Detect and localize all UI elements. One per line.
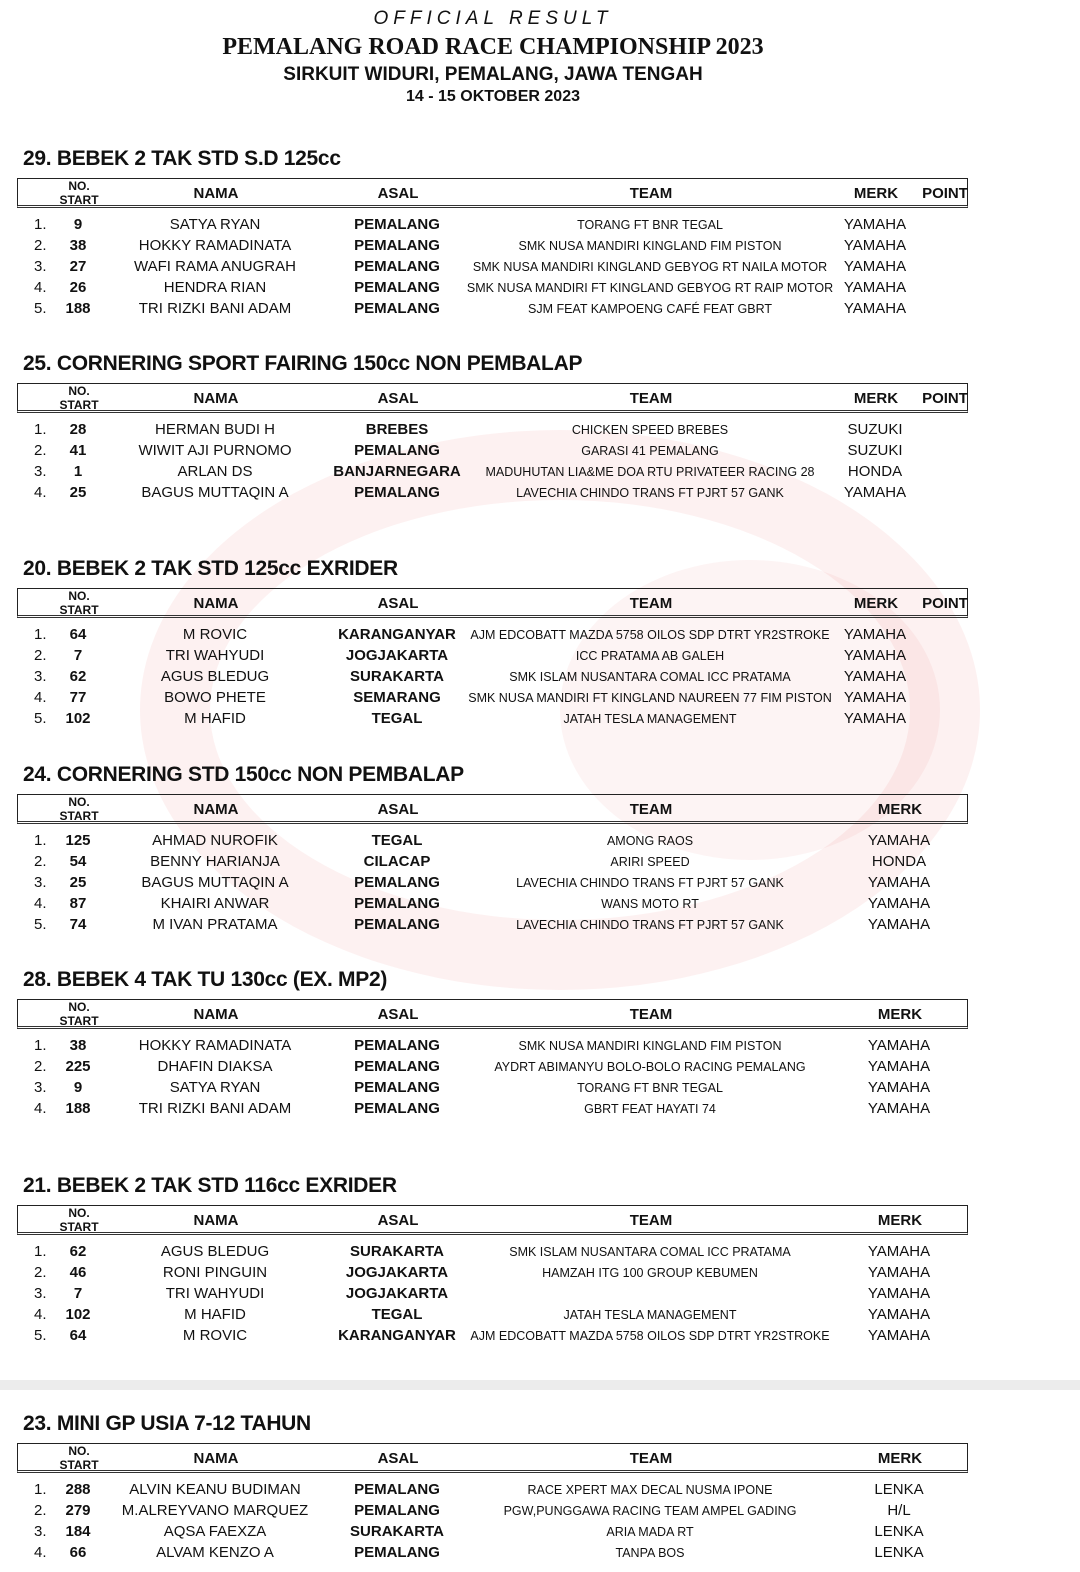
table-row: [0, 421, 1080, 442]
table-row: [0, 237, 1080, 258]
motorcycle-brand: YAMAHA: [843, 258, 907, 275]
table-row: [0, 647, 1080, 668]
start-number: 102: [65, 710, 91, 727]
race-title: 24. CORNERING STD 150cc NON PEMBALAP: [23, 763, 464, 786]
rider-team: SMK NUSA MANDIRI FT KINGLAND GEBYOG RT RAIP MOTOR: [466, 281, 834, 295]
rider-name: WAFI RAMA ANUGRAH: [134, 258, 296, 275]
table-row: [0, 1264, 1080, 1285]
rider-team: WANS MOTO RT: [601, 897, 699, 911]
motorcycle-brand: LENKA: [874, 1481, 924, 1498]
col-team: TEAM: [629, 1006, 673, 1023]
rider-team: AYDRT ABIMANYU BOLO-BOLO RACING PEMALANG: [494, 1060, 806, 1074]
rider-origin: PEMALANG: [354, 1100, 440, 1117]
col-asal: ASAL: [377, 390, 419, 407]
col-nama: NAMA: [193, 1006, 239, 1023]
col-point: POINT: [922, 390, 968, 407]
rider-team: LAVECHIA CHINDO TRANS FT PJRT 57 GANK: [516, 918, 784, 932]
rider-team: SMK ISLAM NUSANTARA COMAL ICC PRATAMA: [509, 670, 791, 684]
col-nama: NAMA: [193, 595, 239, 612]
start-number: 25: [69, 484, 87, 501]
motorcycle-brand: HONDA: [871, 853, 927, 870]
position: 2.: [34, 1264, 47, 1281]
motorcycle-brand: YAMAHA: [843, 237, 907, 254]
start-number: 64: [69, 626, 87, 643]
position: 3.: [34, 874, 47, 891]
position: 2.: [34, 237, 47, 254]
motorcycle-brand: YAMAHA: [867, 1037, 931, 1054]
position: 2.: [34, 647, 47, 664]
rider-name: M ROVIC: [182, 1327, 248, 1344]
table-row: [0, 1306, 1080, 1327]
table-header: [17, 1205, 968, 1235]
rider-origin: PEMALANG: [354, 1079, 440, 1096]
rider-name: TRI WAHYUDI: [165, 1285, 265, 1302]
rider-team: AJM EDCOBATT MAZDA 5758 OILOS SDP DTRT YR2STROKE: [470, 1329, 830, 1343]
col-team: TEAM: [629, 595, 673, 612]
rider-name: M ROVIC: [182, 626, 248, 643]
rider-name: M HAFID: [184, 1306, 246, 1323]
col-asal: ASAL: [377, 185, 419, 202]
rider-team: MADUHUTAN LIA&ME DOA RTU PRIVATEER RACING 28: [485, 465, 815, 479]
table-row: [0, 1481, 1080, 1502]
race-title: 29. BEBEK 2 TAK STD S.D 125cc: [23, 147, 341, 170]
table-row: [0, 463, 1080, 484]
start-number: 27: [69, 258, 87, 275]
position: 5.: [34, 710, 47, 727]
rider-team: SMK NUSA MANDIRI KINGLAND FIM PISTON: [518, 239, 782, 253]
col-asal: ASAL: [377, 1450, 419, 1467]
col-nama: NAMA: [193, 1212, 239, 1229]
col-merk: MERK: [853, 390, 899, 407]
motorcycle-brand: YAMAHA: [867, 1058, 931, 1075]
col-no-start: [59, 179, 98, 207]
start-number: 41: [69, 442, 87, 459]
rider-origin: JOGJAKARTA: [345, 1264, 449, 1281]
col-start-label: START: [59, 398, 99, 412]
rider-origin: PEMALANG: [354, 1544, 440, 1561]
position: 1.: [34, 1243, 47, 1260]
table-row: [0, 1327, 1080, 1348]
table-row: [0, 626, 1080, 647]
position: 1.: [34, 1481, 47, 1498]
col-team: TEAM: [629, 1450, 673, 1467]
col-no-label: NO.: [68, 179, 90, 193]
motorcycle-brand: HONDA: [847, 463, 903, 480]
rider-team: JATAH TESLA MANAGEMENT: [563, 712, 737, 726]
table-row: [0, 895, 1080, 916]
start-number: 28: [69, 421, 87, 438]
table-row: [0, 442, 1080, 463]
rider-team: ARIRI SPEED: [610, 855, 690, 869]
motorcycle-brand: YAMAHA: [867, 1100, 931, 1117]
table-row: [0, 1523, 1080, 1544]
start-number: 62: [69, 1243, 87, 1260]
rider-name: BENNY HARIANJA: [150, 853, 280, 870]
rider-team: AMONG RAOS: [606, 834, 694, 848]
table-header: [17, 794, 968, 824]
position: 5.: [34, 300, 47, 317]
rider-team: ARIA MADA RT: [606, 1525, 694, 1539]
col-asal: ASAL: [377, 595, 419, 612]
start-number: 188: [65, 1100, 91, 1117]
motorcycle-brand: YAMAHA: [843, 300, 907, 317]
col-merk: MERK: [877, 1450, 923, 1467]
table-row: [0, 710, 1080, 731]
motorcycle-brand: YAMAHA: [867, 916, 931, 933]
start-number: 188: [65, 300, 91, 317]
rider-name: ARLAN DS: [177, 463, 253, 480]
position: 4.: [34, 279, 47, 296]
motorcycle-brand: YAMAHA: [867, 1306, 931, 1323]
col-asal: ASAL: [377, 801, 419, 818]
table-row: [0, 279, 1080, 300]
rider-name: KHAIRI ANWAR: [160, 895, 270, 912]
start-number: 288: [65, 1481, 91, 1498]
rider-team: SMK NUSA MANDIRI KINGLAND GEBYOG RT NAILA MOTOR: [472, 260, 828, 274]
table-row: [0, 216, 1080, 237]
motorcycle-brand: YAMAHA: [867, 1079, 931, 1096]
page-separator: [0, 1380, 1080, 1390]
rider-name: M.ALREYVANO MARQUEZ: [121, 1502, 309, 1519]
col-team: TEAM: [629, 1212, 673, 1229]
col-no-label: NO.: [68, 795, 90, 809]
rider-origin: PEMALANG: [354, 216, 440, 233]
position: 4.: [34, 1100, 47, 1117]
col-nama: NAMA: [193, 390, 239, 407]
rider-name: AHMAD NUROFIK: [152, 832, 278, 849]
col-no-start: [59, 1000, 98, 1028]
col-merk: MERK: [877, 1212, 923, 1229]
position: 2.: [34, 442, 47, 459]
rider-name: AGUS BLEDUG: [160, 668, 270, 685]
start-number: 26: [69, 279, 87, 296]
table-row: [0, 300, 1080, 321]
rider-name: HENDRA RIAN: [163, 279, 267, 296]
rider-origin: PEMALANG: [354, 484, 440, 501]
rider-team: HAMZAH ITG 100 GROUP KEBUMEN: [542, 1266, 758, 1280]
col-merk: MERK: [853, 185, 899, 202]
rider-origin: SURAKARTA: [350, 1523, 444, 1540]
col-merk: MERK: [877, 1006, 923, 1023]
rider-name: BOWO PHETE: [164, 689, 266, 706]
motorcycle-brand: LENKA: [874, 1544, 924, 1561]
rider-name: RONI PINGUIN: [162, 1264, 268, 1281]
table-row: [0, 1544, 1080, 1565]
table-row: [0, 853, 1080, 874]
position: 1.: [34, 216, 47, 233]
rider-name: M HAFID: [184, 710, 246, 727]
rider-origin: PEMALANG: [354, 258, 440, 275]
start-number: 87: [69, 895, 87, 912]
rider-origin: TEGAL: [371, 710, 423, 727]
motorcycle-brand: YAMAHA: [843, 668, 907, 685]
rider-team: JATAH TESLA MANAGEMENT: [563, 1308, 737, 1322]
start-number: 7: [73, 647, 83, 664]
position: 4.: [34, 1544, 47, 1561]
table-header: [17, 1443, 968, 1473]
rider-team: PGW,PUNGGAWA RACING TEAM AMPEL GADING: [503, 1504, 797, 1518]
start-number: 9: [73, 1079, 83, 1096]
rider-origin: KARANGANYAR: [338, 1327, 456, 1344]
rider-origin: SEMARANG: [353, 689, 441, 706]
start-number: 9: [73, 216, 83, 233]
motorcycle-brand: YAMAHA: [867, 1285, 931, 1302]
col-merk: MERK: [877, 801, 923, 818]
col-asal: ASAL: [377, 1006, 419, 1023]
start-number: 74: [69, 916, 87, 933]
col-nama: NAMA: [193, 801, 239, 818]
rider-origin: KARANGANYAR: [338, 626, 456, 643]
rider-name: ALVIN KEANU BUDIMAN: [129, 1481, 301, 1498]
motorcycle-brand: YAMAHA: [843, 710, 907, 727]
col-start-label: START: [59, 193, 99, 207]
rider-origin: PEMALANG: [354, 442, 440, 459]
motorcycle-brand: YAMAHA: [843, 216, 907, 233]
position: 4.: [34, 895, 47, 912]
rider-origin: JOGJAKARTA: [345, 1285, 449, 1302]
doc-title: PEMALANG ROAD RACE CHAMPIONSHIP 2023: [222, 34, 764, 60]
col-team: TEAM: [629, 185, 673, 202]
rider-origin: BREBES: [365, 421, 429, 438]
motorcycle-brand: LENKA: [874, 1523, 924, 1540]
start-number: 7: [73, 1285, 83, 1302]
col-start-label: START: [59, 1220, 99, 1234]
start-number: 38: [69, 237, 87, 254]
col-point: POINT: [922, 595, 968, 612]
col-asal: ASAL: [377, 1212, 419, 1229]
rider-name: SATYA RYAN: [169, 1079, 261, 1096]
rider-origin: BANJARNEGARA: [333, 463, 461, 480]
start-number: 64: [69, 1327, 87, 1344]
rider-name: AGUS BLEDUG: [160, 1243, 270, 1260]
position: 3.: [34, 1285, 47, 1302]
col-team: TEAM: [629, 801, 673, 818]
table-row: [0, 1058, 1080, 1079]
col-team: TEAM: [629, 390, 673, 407]
col-no-start: [59, 384, 98, 412]
start-number: 62: [69, 668, 87, 685]
rider-name: AQSA FAEXZA: [163, 1523, 267, 1540]
table-row: [0, 832, 1080, 853]
position: 1.: [34, 626, 47, 643]
table-row: [0, 916, 1080, 937]
rider-team: SMK NUSA MANDIRI KINGLAND FIM PISTON: [518, 1039, 782, 1053]
motorcycle-brand: YAMAHA: [867, 874, 931, 891]
rider-origin: PEMALANG: [354, 237, 440, 254]
position: 2.: [34, 853, 47, 870]
rider-name: TRI WAHYUDI: [165, 647, 265, 664]
position: 5.: [34, 1327, 47, 1344]
position: 3.: [34, 1523, 47, 1540]
start-number: 77: [69, 689, 87, 706]
motorcycle-brand: YAMAHA: [843, 484, 907, 501]
position: 3.: [34, 258, 47, 275]
rider-origin: PEMALANG: [354, 874, 440, 891]
rider-team: CHICKEN SPEED BREBES: [571, 423, 729, 437]
table-header: [17, 588, 968, 618]
rider-origin: PEMALANG: [354, 1058, 440, 1075]
race-title: 23. MINI GP USIA 7-12 TAHUN: [23, 1412, 311, 1435]
rider-name: HOKKY RAMADINATA: [138, 237, 292, 254]
rider-origin: TEGAL: [371, 832, 423, 849]
race-title: 20. BEBEK 2 TAK STD 125cc EXRIDER: [23, 557, 398, 580]
motorcycle-brand: YAMAHA: [843, 626, 907, 643]
position: 3.: [34, 668, 47, 685]
rider-origin: PEMALANG: [354, 895, 440, 912]
motorcycle-brand: YAMAHA: [867, 1327, 931, 1344]
rider-team: TORANG FT BNR TEGAL: [577, 1081, 723, 1095]
rider-team: SMK NUSA MANDIRI FT KINGLAND NAUREEN 77 FIM PISTON: [468, 691, 832, 705]
start-number: 66: [69, 1544, 87, 1561]
rider-name: ALVAM KENZO A: [156, 1544, 274, 1561]
doc-dates: 14 - 15 OKTOBER 2023: [405, 88, 580, 105]
col-start-label: START: [59, 1014, 99, 1028]
motorcycle-brand: YAMAHA: [867, 1264, 931, 1281]
race-title: 28. BEBEK 4 TAK TU 130cc (EX. MP2): [23, 968, 388, 991]
rider-origin: PEMALANG: [354, 1037, 440, 1054]
race-title: 21. BEBEK 2 TAK STD 116cc EXRIDER: [23, 1174, 397, 1197]
motorcycle-brand: SUZUKI: [847, 421, 903, 438]
position: 5.: [34, 916, 47, 933]
col-no-start: [59, 1206, 98, 1234]
table-row: [0, 1243, 1080, 1264]
motorcycle-brand: H/L: [887, 1502, 911, 1519]
rider-team: TORANG FT BNR TEGAL: [577, 218, 723, 232]
table-row: [0, 1285, 1080, 1306]
rider-origin: PEMALANG: [354, 279, 440, 296]
motorcycle-brand: YAMAHA: [843, 647, 907, 664]
rider-origin: PEMALANG: [354, 300, 440, 317]
table-row: [0, 689, 1080, 710]
position: 3.: [34, 1079, 47, 1096]
col-start-label: START: [59, 603, 99, 617]
rider-origin: CILACAP: [363, 853, 431, 870]
rider-name: TRI RIZKI BANI ADAM: [138, 1100, 292, 1117]
table-header: [17, 383, 968, 413]
rider-origin: TEGAL: [371, 1306, 423, 1323]
rider-team: LAVECHIA CHINDO TRANS FT PJRT 57 GANK: [516, 486, 784, 500]
rider-team: SMK ISLAM NUSANTARA COMAL ICC PRATAMA: [509, 1245, 791, 1259]
table-row: [0, 1100, 1080, 1121]
rider-origin: PEMALANG: [354, 1481, 440, 1498]
rider-name: HERMAN BUDI H: [154, 421, 276, 438]
position: 2.: [34, 1502, 47, 1519]
start-number: 184: [65, 1523, 91, 1540]
start-number: 46: [69, 1264, 87, 1281]
start-number: 102: [65, 1306, 91, 1323]
rider-origin: SURAKARTA: [350, 668, 444, 685]
rider-team: RACE XPERT MAX DECAL NUSMA IPONE: [527, 1483, 773, 1497]
rider-team: ICC PRATAMA AB GALEH: [575, 649, 725, 663]
rider-team: AJM EDCOBATT MAZDA 5758 OILOS SDP DTRT YR2STROKE: [470, 628, 830, 642]
col-no-start: [59, 1444, 98, 1472]
rider-origin: JOGJAKARTA: [345, 647, 449, 664]
race-title: 25. CORNERING SPORT FAIRING 150cc NON PEMBALAP: [23, 352, 583, 375]
rider-name: HOKKY RAMADINATA: [138, 1037, 292, 1054]
start-number: 125: [65, 832, 91, 849]
rider-name: BAGUS MUTTAQIN A: [141, 484, 289, 501]
position: 3.: [34, 463, 47, 480]
rider-team: SJM FEAT KAMPOENG CAFÉ FEAT GBRT: [527, 302, 773, 316]
start-number: 225: [65, 1058, 91, 1075]
table-header: [17, 999, 968, 1029]
col-no-label: NO.: [68, 1000, 90, 1014]
table-row: [0, 668, 1080, 689]
table-row: [0, 1079, 1080, 1100]
rider-team: TANPA BOS: [615, 1546, 685, 1560]
rider-team: LAVECHIA CHINDO TRANS FT PJRT 57 GANK: [516, 876, 784, 890]
position: 4.: [34, 689, 47, 706]
col-start-label: START: [59, 1458, 99, 1472]
motorcycle-brand: YAMAHA: [867, 832, 931, 849]
rider-team: GBRT FEAT HAYATI 74: [584, 1102, 716, 1116]
col-no-label: NO.: [68, 589, 90, 603]
rider-name: SATYA RYAN: [169, 216, 261, 233]
rider-name: M IVAN PRATAMA: [152, 916, 278, 933]
rider-name: DHAFIN DIAKSA: [157, 1058, 273, 1075]
table-row: [0, 1037, 1080, 1058]
col-nama: NAMA: [193, 185, 239, 202]
motorcycle-brand: YAMAHA: [843, 279, 907, 296]
rider-name: BAGUS MUTTAQIN A: [141, 874, 289, 891]
motorcycle-brand: SUZUKI: [847, 442, 903, 459]
start-number: 54: [69, 853, 87, 870]
col-no-label: NO.: [68, 1206, 90, 1220]
rider-origin: PEMALANG: [354, 916, 440, 933]
col-no-label: NO.: [68, 384, 90, 398]
start-number: 25: [69, 874, 87, 891]
table-row: [0, 1502, 1080, 1523]
position: 1.: [34, 832, 47, 849]
doc-kicker: OFFICIAL RESULT: [373, 8, 613, 29]
table-header: [17, 178, 968, 208]
col-no-start: [59, 795, 98, 823]
rider-name: WIWIT AJI PURNOMO: [138, 442, 292, 459]
start-number: 1: [73, 463, 83, 480]
rider-name: TRI RIZKI BANI ADAM: [138, 300, 292, 317]
position: 1.: [34, 421, 47, 438]
motorcycle-brand: YAMAHA: [867, 895, 931, 912]
position: 2.: [34, 1058, 47, 1075]
col-point: POINT: [922, 185, 968, 202]
rider-origin: SURAKARTA: [350, 1243, 444, 1260]
col-nama: NAMA: [193, 1450, 239, 1467]
motorcycle-brand: YAMAHA: [843, 689, 907, 706]
position: 4.: [34, 1306, 47, 1323]
start-number: 279: [65, 1502, 91, 1519]
doc-venue: SIRKUIT WIDURI, PEMALANG, JAWA TENGAH: [283, 64, 703, 85]
rider-team: GARASI 41 PEMALANG: [581, 444, 719, 458]
motorcycle-brand: YAMAHA: [867, 1243, 931, 1260]
table-row: [0, 484, 1080, 505]
col-no-label: NO.: [68, 1444, 90, 1458]
col-start-label: START: [59, 809, 99, 823]
col-no-start: [59, 589, 98, 617]
table-row: [0, 258, 1080, 279]
position: 1.: [34, 1037, 47, 1054]
rider-origin: PEMALANG: [354, 1502, 440, 1519]
start-number: 38: [69, 1037, 87, 1054]
col-merk: MERK: [853, 595, 899, 612]
table-row: [0, 874, 1080, 895]
position: 4.: [34, 484, 47, 501]
